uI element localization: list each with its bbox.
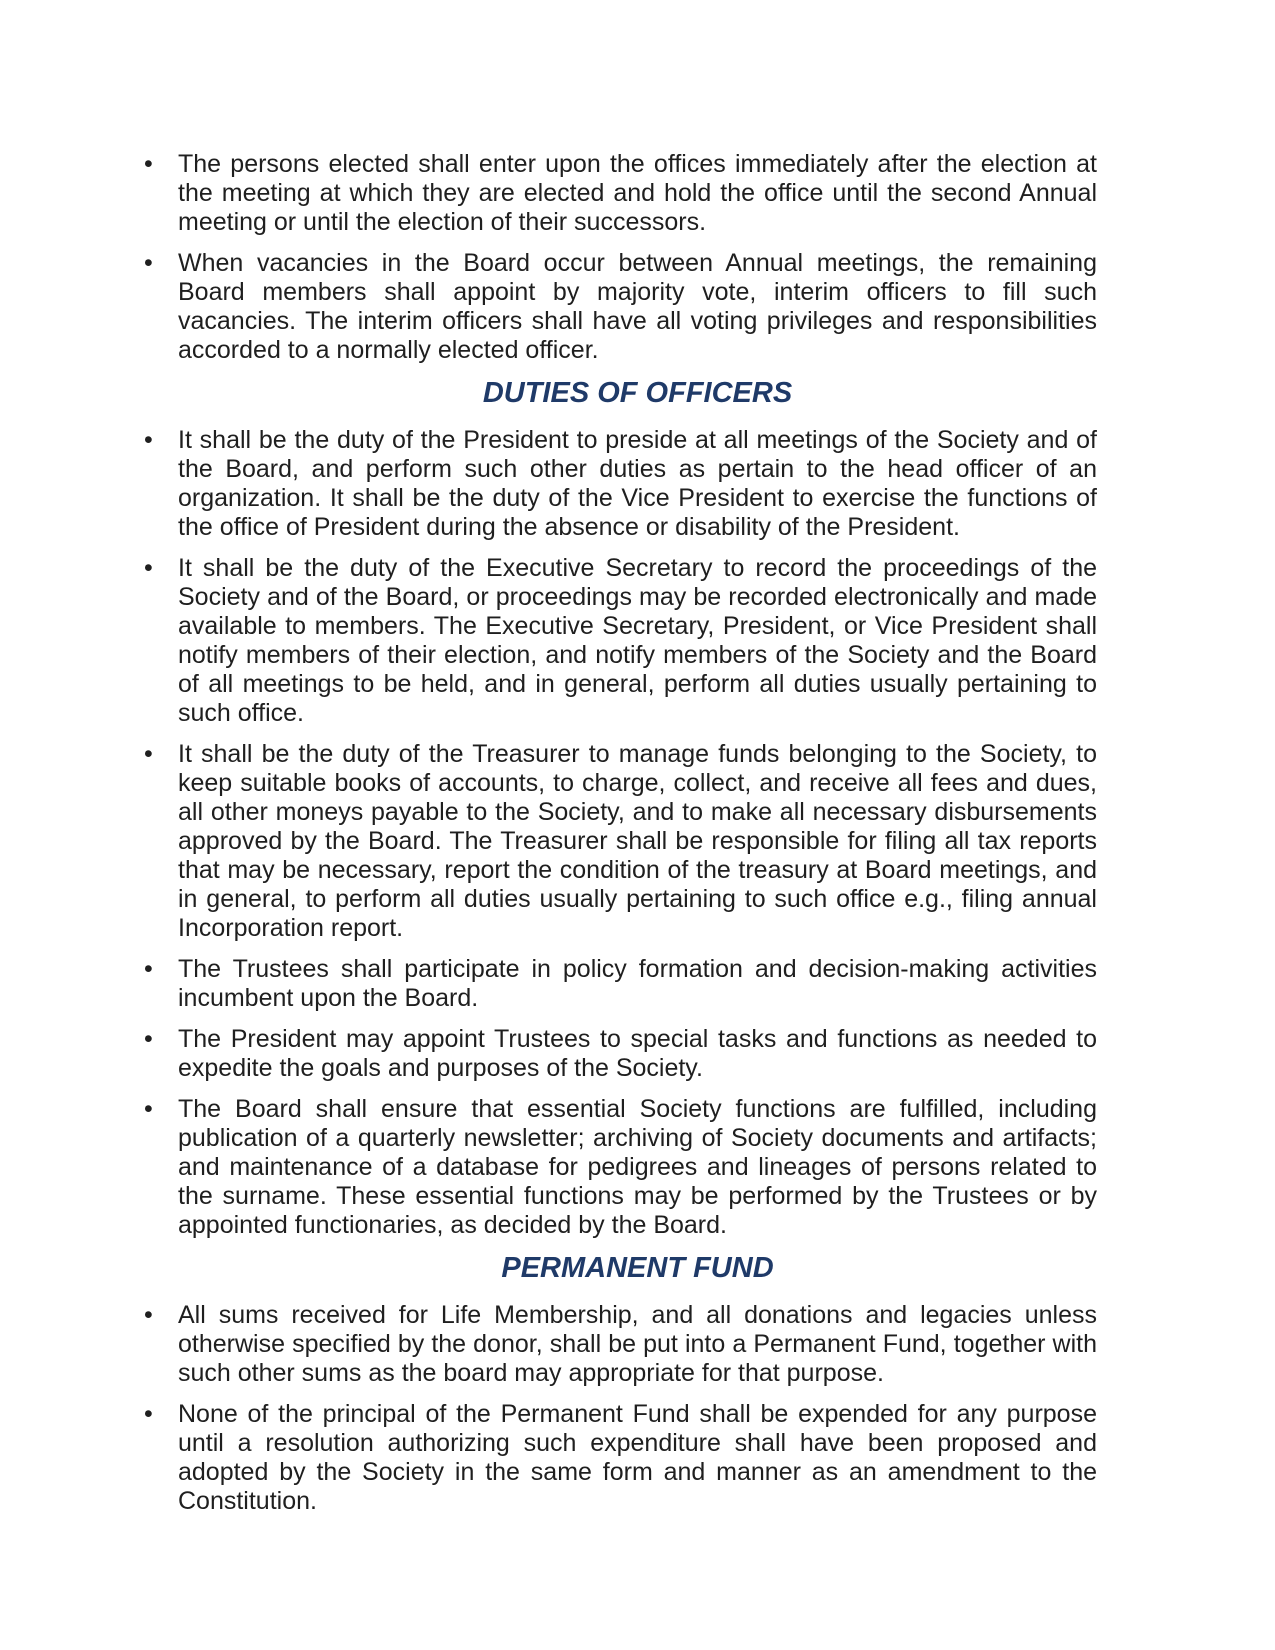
bullet-paragraph: When vacancies in the Board occur between Annual meetings, the remaining Board members shall appoint by majority vote, interim officers to fill such vacancies. The interim officers shall have all voting privileges and responsibilities accorded to a normally elected officer. [178, 249, 1097, 364]
list-item [144, 426, 1097, 542]
bullet-icon: • [144, 150, 153, 178]
list-item [144, 150, 1097, 237]
bullet-icon: • [144, 955, 153, 983]
bullet-paragraph: It shall be the duty of the President to preside at all meetings of the Society and of the Board, and perform such other duties as pertain to the head officer of an organization. It shall be the duty of the Vice President to exercise the functions of the office of President during the absence or disability of the President. [178, 426, 1097, 541]
bullet-paragraph: It shall be the duty of the Executive Secretary to record the proceedings of the Society and of the Board, or proceedings may be recorded electronically and made available to members. The Executive Secretary, President, or Vice President shall notify members of their election, and notify members of the Society and the Board of all meetings to be held, and in general, perform all duties usually pertaining to such office. [178, 554, 1097, 727]
bullet-icon: • [144, 740, 153, 768]
bullet-icon: • [144, 1400, 153, 1428]
bullet-paragraph: The Board shall ensure that essential Society functions are fulfilled, including publication of a quarterly newsletter; archiving of Society documents and artifacts; and maintenance of a database for pedigrees and lineages of persons related to the surname. These essential functions may be performed by the Trustees or by appointed functionaries, as decided by the Board. [178, 1095, 1097, 1239]
bullet-paragraph: The President may appoint Trustees to special tasks and functions as needed to expedite the goals and purposes of the Society. [178, 1025, 1097, 1082]
list-item [144, 1095, 1097, 1240]
section-officers-election [144, 150, 1097, 365]
list-item [144, 249, 1097, 365]
section-permanent-fund [144, 1252, 1097, 1516]
list-item [144, 955, 1097, 1013]
list-item [144, 1025, 1097, 1083]
section-heading-permanent-fund: PERMANENT FUND [501, 1252, 774, 1284]
bullet-paragraph: The Trustees shall participate in policy formation and decision-making activities incumbent upon the Board. [178, 955, 1097, 1012]
bullet-icon: • [144, 1301, 153, 1329]
list-item [144, 554, 1097, 728]
list-item [144, 1400, 1097, 1516]
bullet-paragraph: All sums received for Life Membership, and all donations and legacies unless otherwise specified by the donor, shall be put into a Permanent Fund, together with such other sums as the board may appropriate for that purpose. [178, 1301, 1097, 1387]
bullet-icon: • [144, 249, 153, 277]
list-item [144, 740, 1097, 943]
section-duties-of-officers [144, 377, 1097, 1240]
bullet-paragraph: It shall be the duty of the Treasurer to manage funds belonging to the Society, to keep suitable books of accounts, to charge, collect, and receive all fees and dues, all other moneys payable to the Society, and to make all necessary disbursements approved by the Board. The Treasurer shall be responsible for filing all tax reports that may be necessary, report the condition of the treasury at Board meetings, and in general, to perform all duties usually pertaining to such office e.g., filing annual Incorporation report. [178, 740, 1097, 942]
bullet-icon: • [144, 1025, 153, 1053]
bullet-paragraph: None of the principal of the Permanent Fund shall be expended for any purpose until a resolution authorizing such expenditure shall have been proposed and adopted by the Society in the same form and manner as an amendment to the Constitution. [178, 1400, 1097, 1515]
bullet-icon: • [144, 426, 153, 454]
bullet-icon: • [144, 554, 153, 582]
section-heading-duties-of-officers: DUTIES OF OFFICERS [482, 377, 793, 409]
bullet-paragraph: The persons elected shall enter upon the offices immediately after the election at the meeting at which they are elected and hold the office until the second Annual meeting or until the election of their successors. [178, 150, 1097, 236]
bullet-icon: • [144, 1095, 153, 1123]
list-item [144, 1301, 1097, 1388]
